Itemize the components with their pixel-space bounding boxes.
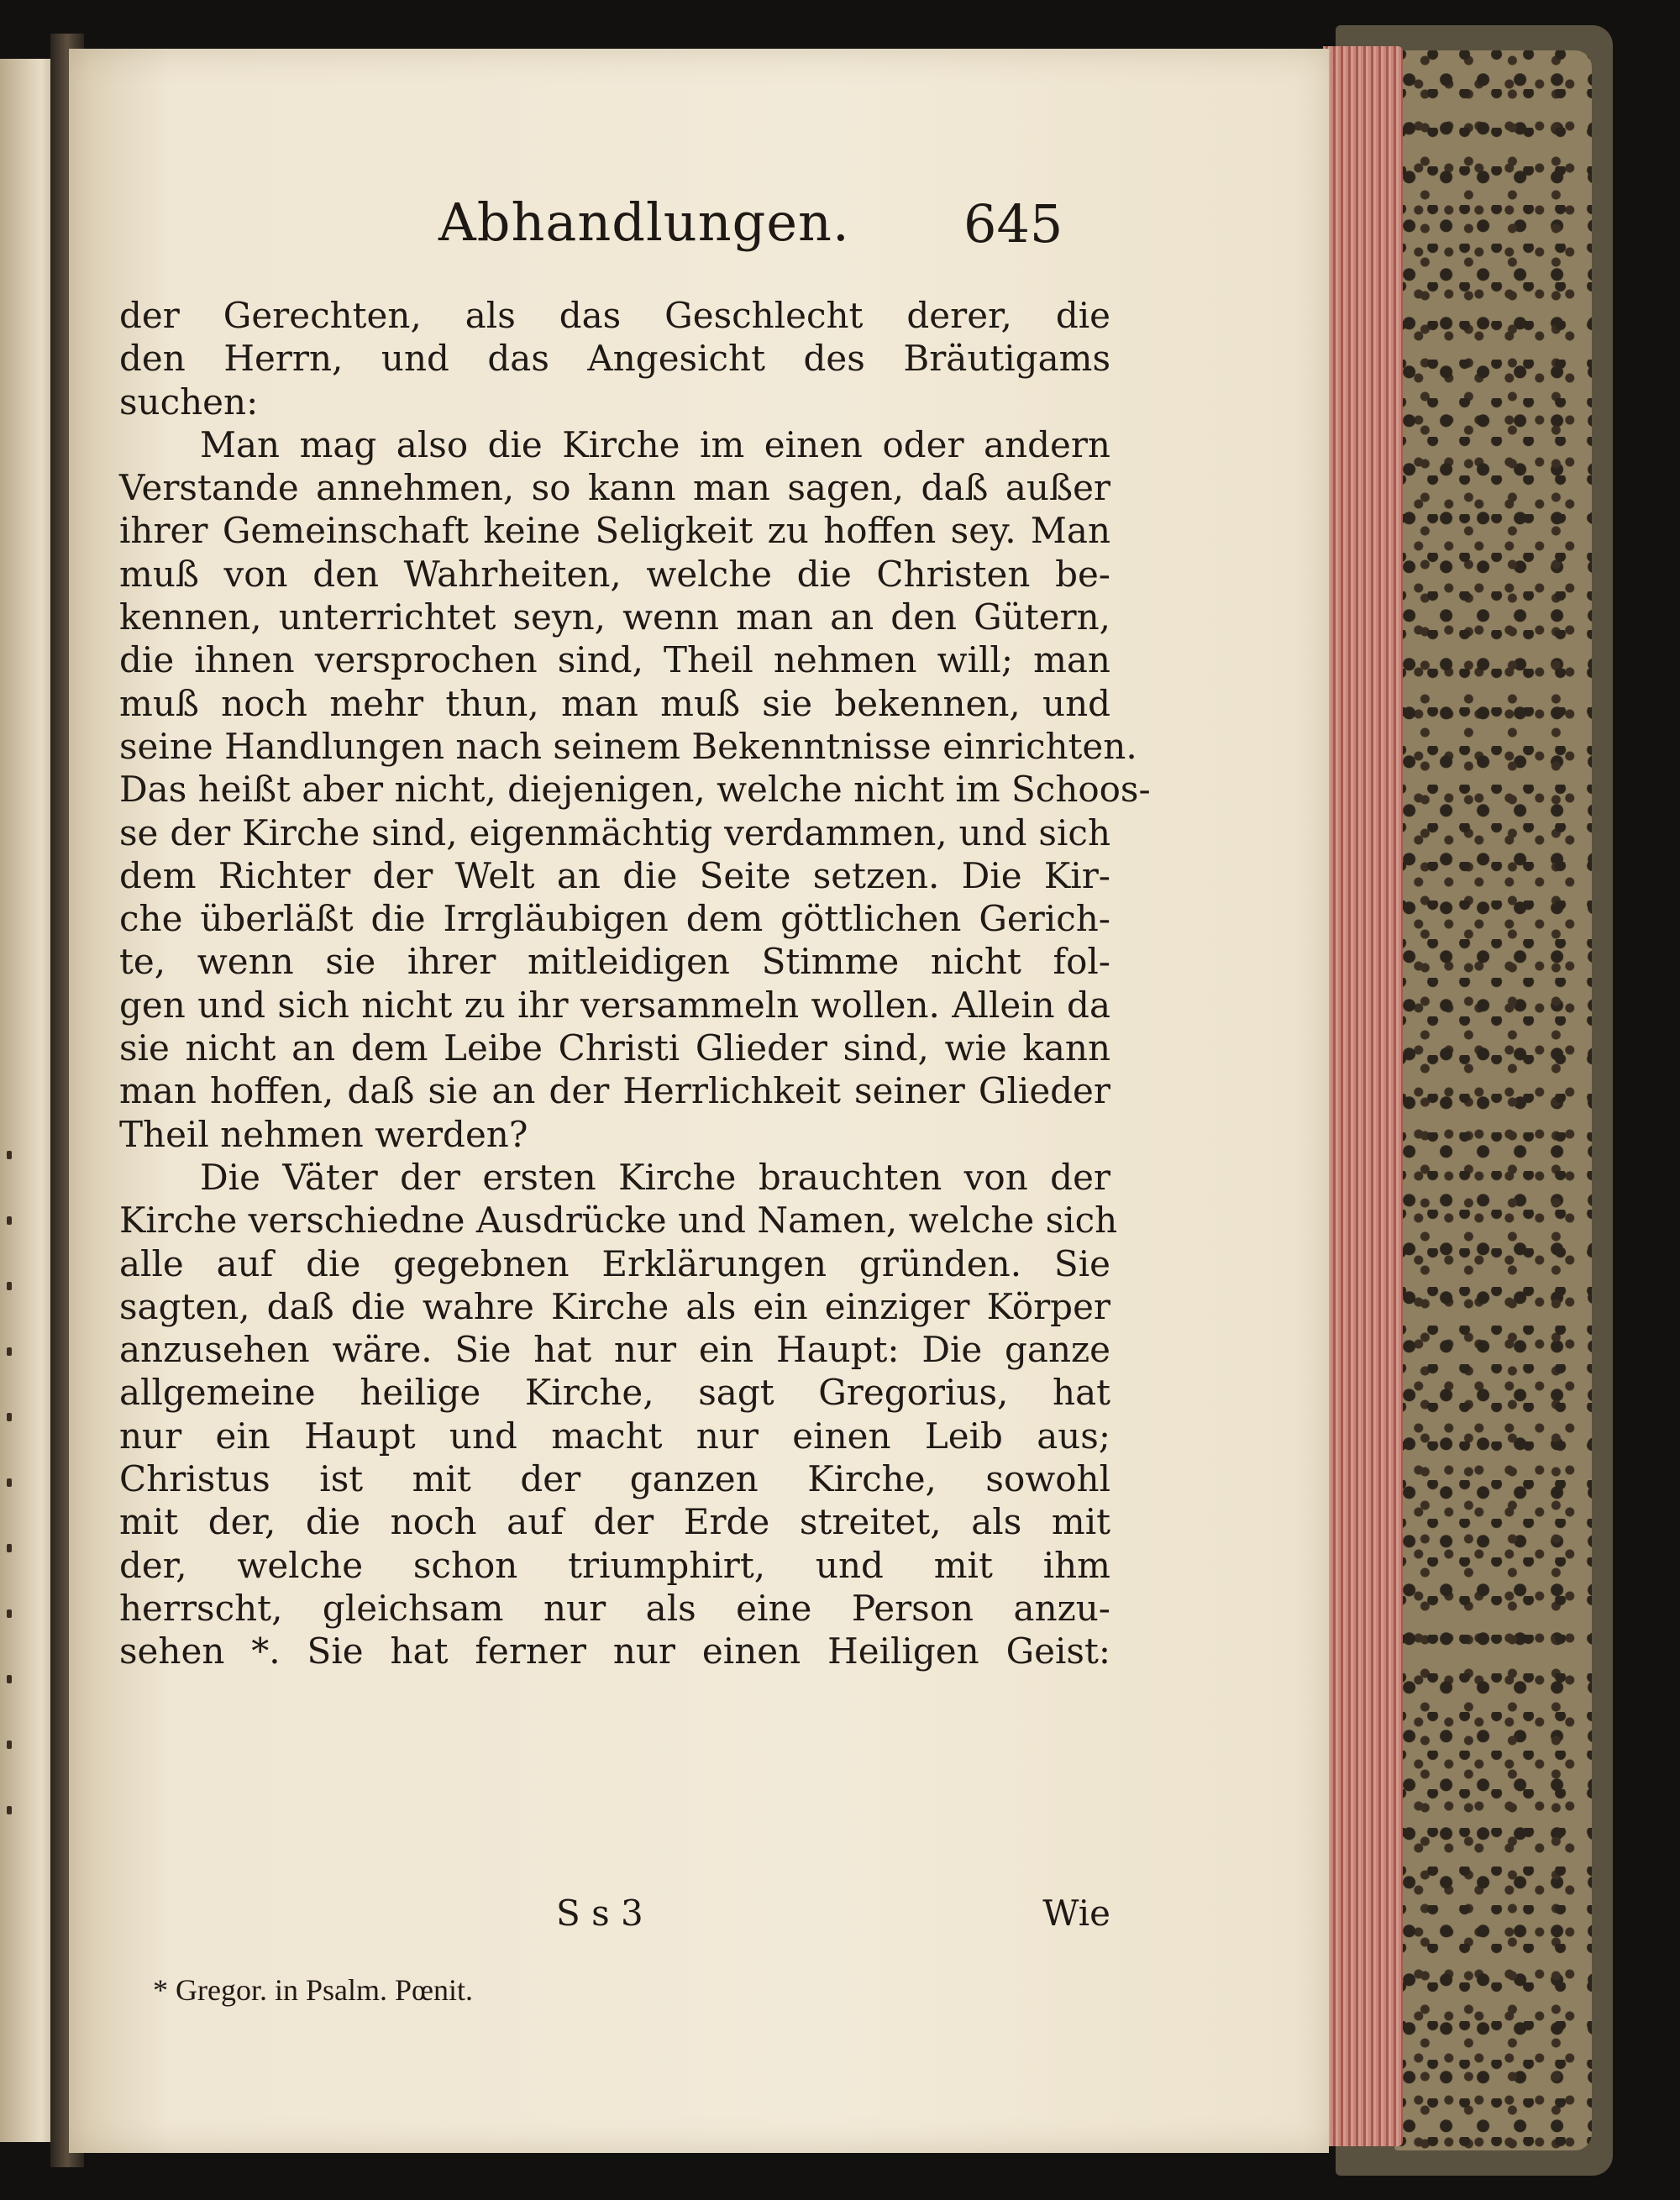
text-line: mit der, die noch auf der Erde streitet, als mit [119,1501,1110,1543]
page-edges [1323,46,1403,2146]
text-line: anzusehen wäre. Sie hat nur ein Haupt: Die ganze [119,1329,1110,1371]
text-line: muß noch mehr thun, man muß sie bekennen, und [119,682,1110,724]
text-line: sagten, daß die wahre Kirche als ein einziger Körper [119,1285,1110,1327]
text-line: kennen, unterrichtet seyn, wenn man an den Gütern, [119,596,1110,638]
book-page [69,49,1329,2153]
text-line: suchen: [119,381,259,423]
body-text [119,294,1151,1673]
text-line: Theil nehmen werden? [119,1113,528,1155]
text-line: herrscht, gleichsam nur als eine Person anzu- [119,1587,1110,1629]
previous-page-text-fragments [7,1151,24,1823]
running-title: Abhandlungen. [438,192,850,253]
text-line: nur ein Haupt und macht nur einen Leib aus; [119,1415,1110,1457]
text-line: se der Kirche sind, eigenmächtig verdammen, und sich [119,811,1110,853]
footnote: * Gregor. in Psalm. Pœnit. [153,1973,474,2007]
text-line: sehen *. Sie hat ferner nur einen Heiligen Geist: [119,1630,1110,1672]
signature-mark: S s 3 [556,1893,643,1934]
text-line: allgemeine heilige Kirche, sagt Gregorius, hat [119,1372,1110,1414]
page-header [69,158,1329,255]
page-number: 645 [963,193,1063,255]
text-line: die ihnen versprochen sind, Theil nehmen will; man [119,639,1110,681]
catchword: Wie [1042,1893,1110,1934]
text-line: der Gerechten, als das Geschlecht derer, die [119,295,1110,336]
text-line: ihrer Gemeinschaft keine Seligkeit zu hoffen sey. Man [119,510,1110,552]
text-line: Verstande annehmen, so kann man sagen, daß außer [119,467,1110,509]
text-line: alle auf die gegebnen Erklärungen gründen. Sie [119,1242,1110,1284]
text-line: muß von den Wahrheiten, welche die Christen be- [119,553,1110,595]
text-line: den Herrn, und das Angesicht des Bräutigams [119,338,1110,380]
text-line: gen und sich nicht zu ihr versammeln wollen. Allein da [119,984,1110,1026]
text-line: che überläßt die Irrgläubigen dem göttlichen Gerich- [119,898,1110,940]
text-line: dem Richter der Welt an die Seite setzen. Die Kir- [119,854,1110,896]
text-line: Kirche verschiedne Ausdrücke und Namen, welche sich [119,1200,1118,1242]
text-line: sie nicht an dem Leibe Christi Glieder sind, wie kann [119,1027,1110,1069]
marbled-fore-edge [1394,50,1592,2150]
text-line: Man mag also die Kirche im einen oder andern [200,423,1110,465]
text-line: man hoffen, daß sie an der Herrlichkeit seiner Glieder [119,1070,1110,1112]
text-line: seine Handlungen nach seinem Bekenntnisse einrichten. [119,725,1137,767]
text-line: Christus ist mit der ganzen Kirche, sowohl [119,1458,1110,1500]
catch-line [119,1893,1110,1943]
text-line: Die Väter der ersten Kirche brauchten von der [200,1156,1110,1198]
text-line: te, wenn sie ihrer mitleidigen Stimme nicht fol- [119,941,1110,983]
text-line: Das heißt aber nicht, diejenigen, welche nicht im Schoos- [119,769,1151,811]
text-line: der, welche schon triumphirt, und mit ihm [119,1544,1110,1586]
